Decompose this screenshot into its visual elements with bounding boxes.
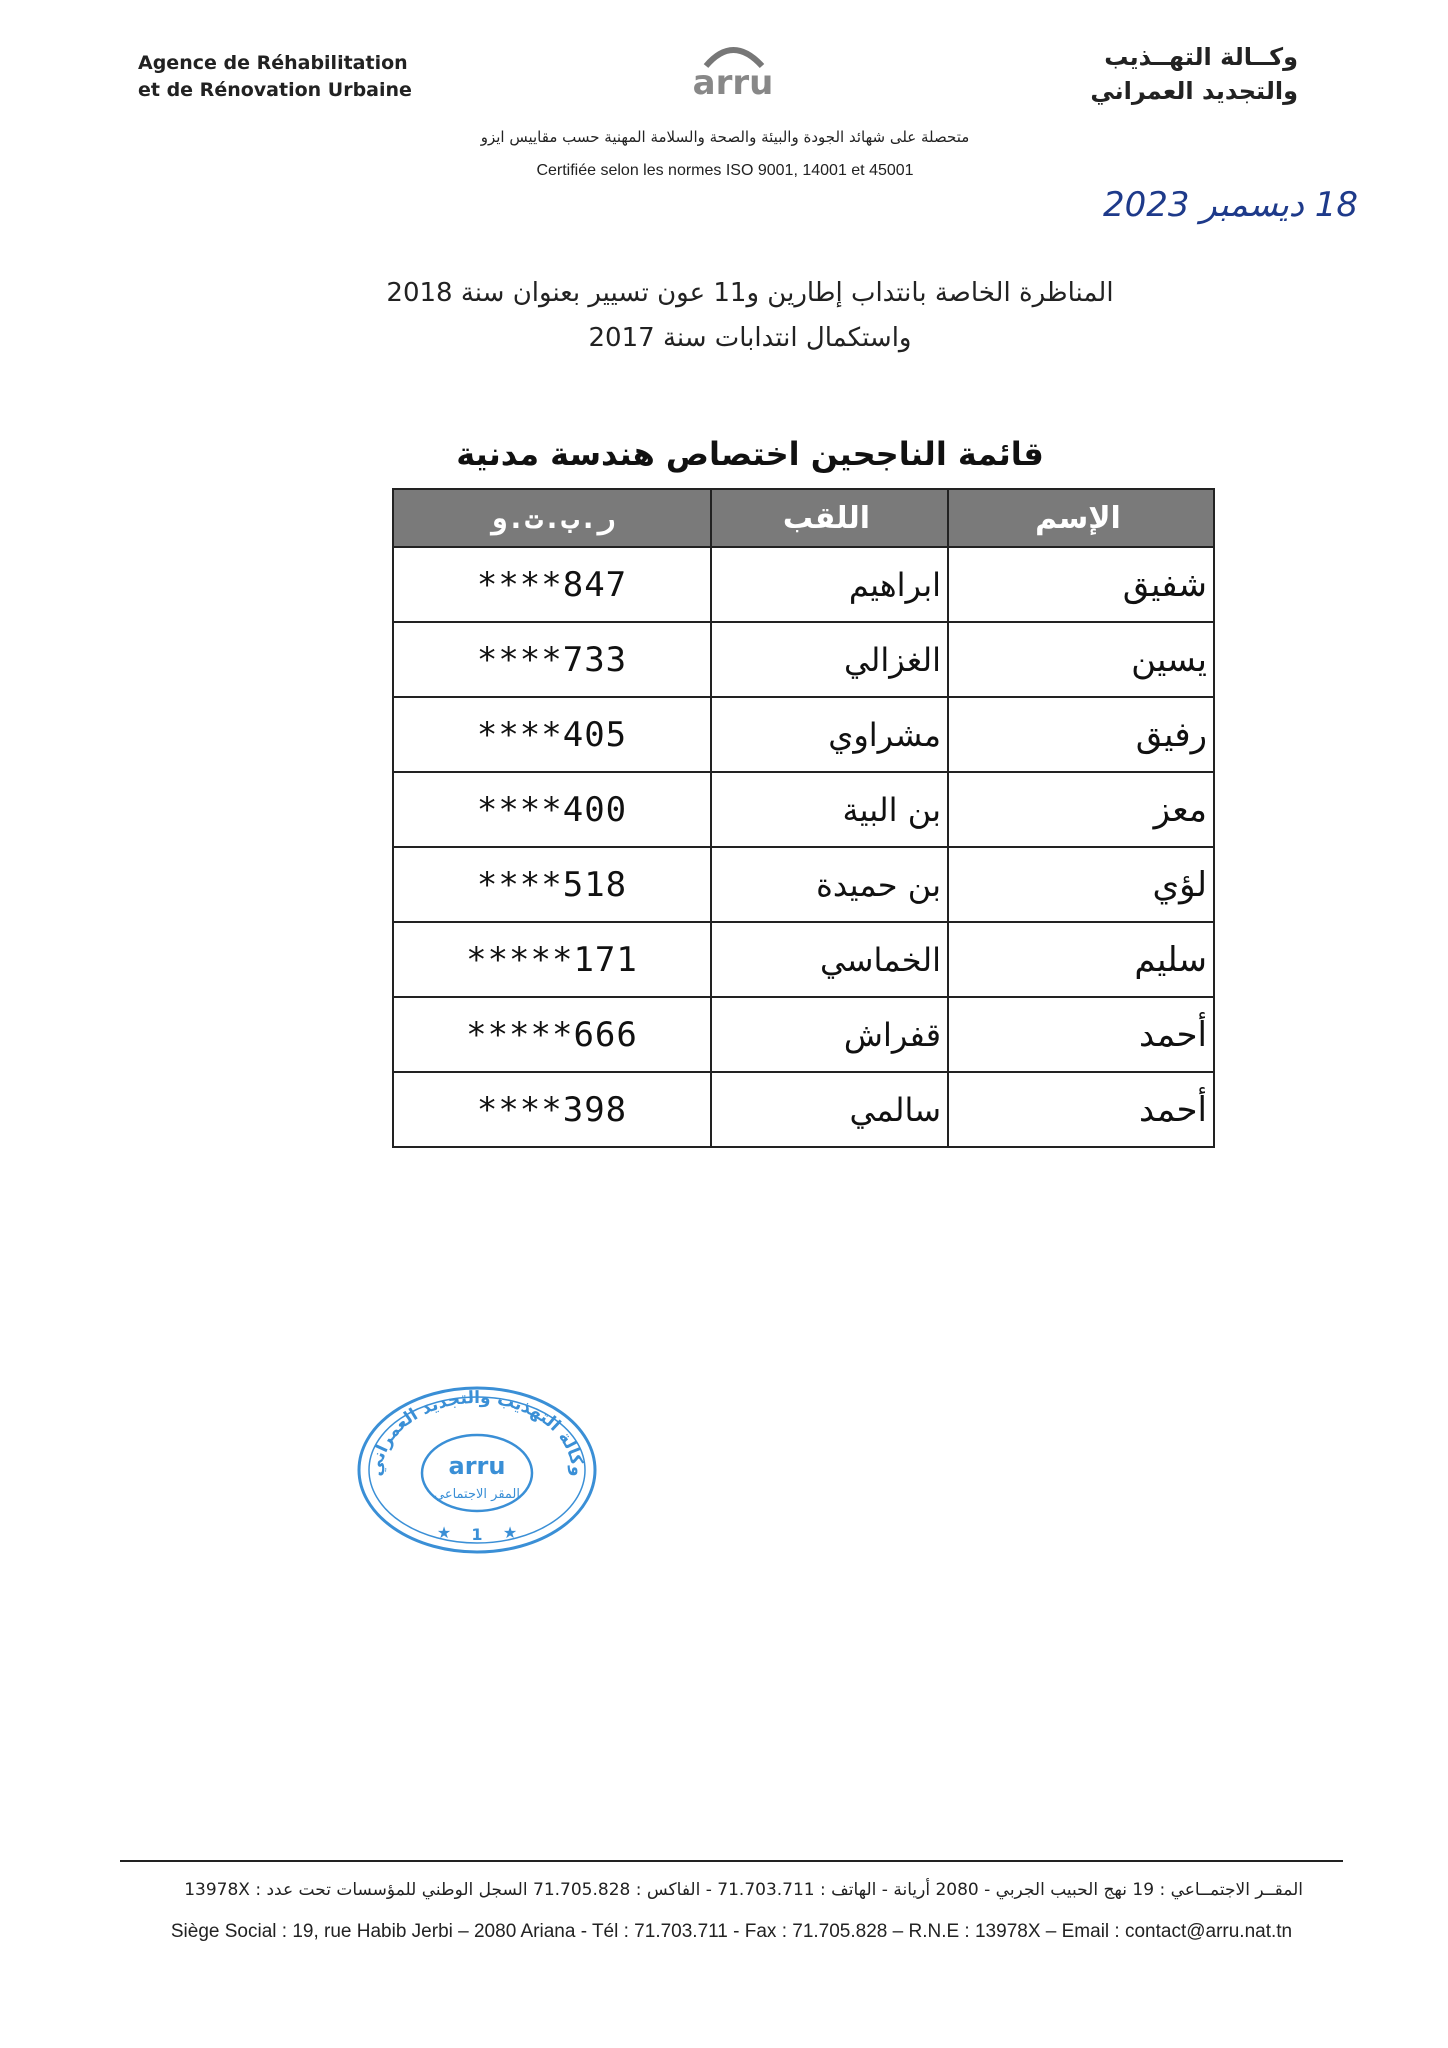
cell-first-name: سليم xyxy=(947,923,1213,996)
agency-name-fr-line1: Agence de Réhabilitation xyxy=(138,52,408,74)
cell-id: *****171 xyxy=(466,939,638,980)
cell-last-name: مشراوي xyxy=(710,698,947,771)
cell-id: ****847 xyxy=(476,564,628,605)
certification-fr: Certifiée selon les normes ISO 9001, 14001 et 45001 xyxy=(536,162,914,179)
svg-text:arru: arru xyxy=(692,63,774,103)
agency-name-ar-line2: والتجديد العمراني xyxy=(1090,77,1298,105)
cell-id: ****400 xyxy=(476,789,628,830)
agency-name-ar-line1: وكــالة التهــذيب xyxy=(1104,43,1298,71)
cell-first-name: يسين xyxy=(947,623,1213,696)
arru-logo xyxy=(678,36,788,106)
handwritten-date: 18 ديسمبر 2023 xyxy=(1102,185,1358,225)
cell-first-name: رفيق xyxy=(947,698,1213,771)
agency-name-ar xyxy=(978,40,1298,108)
table-row xyxy=(394,1071,1213,1146)
footer-divider xyxy=(120,1860,1343,1862)
cell-last-name: الخماسي xyxy=(710,923,947,996)
footer-address-fr: Siège Social : 19, rue Habib Jerbi – 2080 Ariana - Tél : 71.703.711 - Fax : 71.705.828 – R.N.E : 13978X – Email : contact@arru.nat.tn xyxy=(170,1921,1293,1942)
agency-name-fr xyxy=(138,50,468,104)
table-header-row xyxy=(394,490,1213,546)
header-id: ر.ب.ت.و xyxy=(488,500,616,536)
cell-first-name: لؤي xyxy=(947,848,1213,921)
stamp-number: 1 xyxy=(471,1525,483,1544)
star-icon: ★ xyxy=(502,1523,518,1542)
header-first-name: الإسم xyxy=(947,490,1213,546)
table-row xyxy=(394,546,1213,621)
table-row xyxy=(394,771,1213,846)
list-title: قائمة الناجحين اختصاص هندسة مدنية xyxy=(456,435,1044,473)
cell-last-name: قفراش xyxy=(710,998,947,1071)
cell-last-name: بن البية xyxy=(710,773,947,846)
cell-id: ****733 xyxy=(476,639,628,680)
cell-first-name: شفيق xyxy=(947,548,1213,621)
table-row xyxy=(394,846,1213,921)
header-last-name: اللقب xyxy=(710,490,947,546)
cell-id: ****398 xyxy=(476,1089,628,1130)
results-table xyxy=(392,488,1215,1148)
official-stamp xyxy=(352,1378,602,1556)
table-row xyxy=(394,621,1213,696)
cell-first-name: أحمد xyxy=(947,998,1213,1071)
cell-id: ****405 xyxy=(476,714,628,755)
stamp-center-text: arru xyxy=(448,1452,506,1480)
cell-last-name: سالمي xyxy=(710,1073,947,1146)
table-row xyxy=(394,996,1213,1071)
competition-title-line1: المناظرة الخاصة بانتداب إطارين و11 عون تسيير بعنوان سنة 2018 xyxy=(386,278,1114,308)
cell-id: *****666 xyxy=(466,1014,638,1055)
table-row xyxy=(394,696,1213,771)
table-row xyxy=(394,921,1213,996)
competition-title-line2: واستكمال انتدابات سنة 2017 xyxy=(588,323,912,353)
certification-ar: متحصلة على شهائد الجودة والبيئة والصحة والسلامة المهنية حسب مقاييس ايزو xyxy=(480,128,970,146)
cell-first-name: أحمد xyxy=(947,1073,1213,1146)
cell-last-name: ابراهيم xyxy=(710,548,947,621)
agency-name-fr-line2: et de Rénovation Urbaine xyxy=(138,79,412,101)
stamp-sub-text: المقر الاجتماعي xyxy=(433,1487,521,1502)
star-icon: ★ xyxy=(436,1523,452,1542)
cell-last-name: الغزالي xyxy=(710,623,947,696)
cell-id: ****518 xyxy=(476,864,628,905)
footer-address-ar: المقــر الاجتمــاعي : 19 نهج الحبيب الجربي - 2080 أريانة - الهاتف : 71.703.711 - الفاكس : 71.705.828 السجل الوطني للمؤسسات تحت عدد : 13978X xyxy=(184,1880,1303,1900)
stamp-ring-text: وكالة التهذيب والتجديد العمراني xyxy=(366,1387,588,1478)
cell-last-name: بن حميدة xyxy=(710,848,947,921)
cell-first-name: معز xyxy=(947,773,1213,846)
